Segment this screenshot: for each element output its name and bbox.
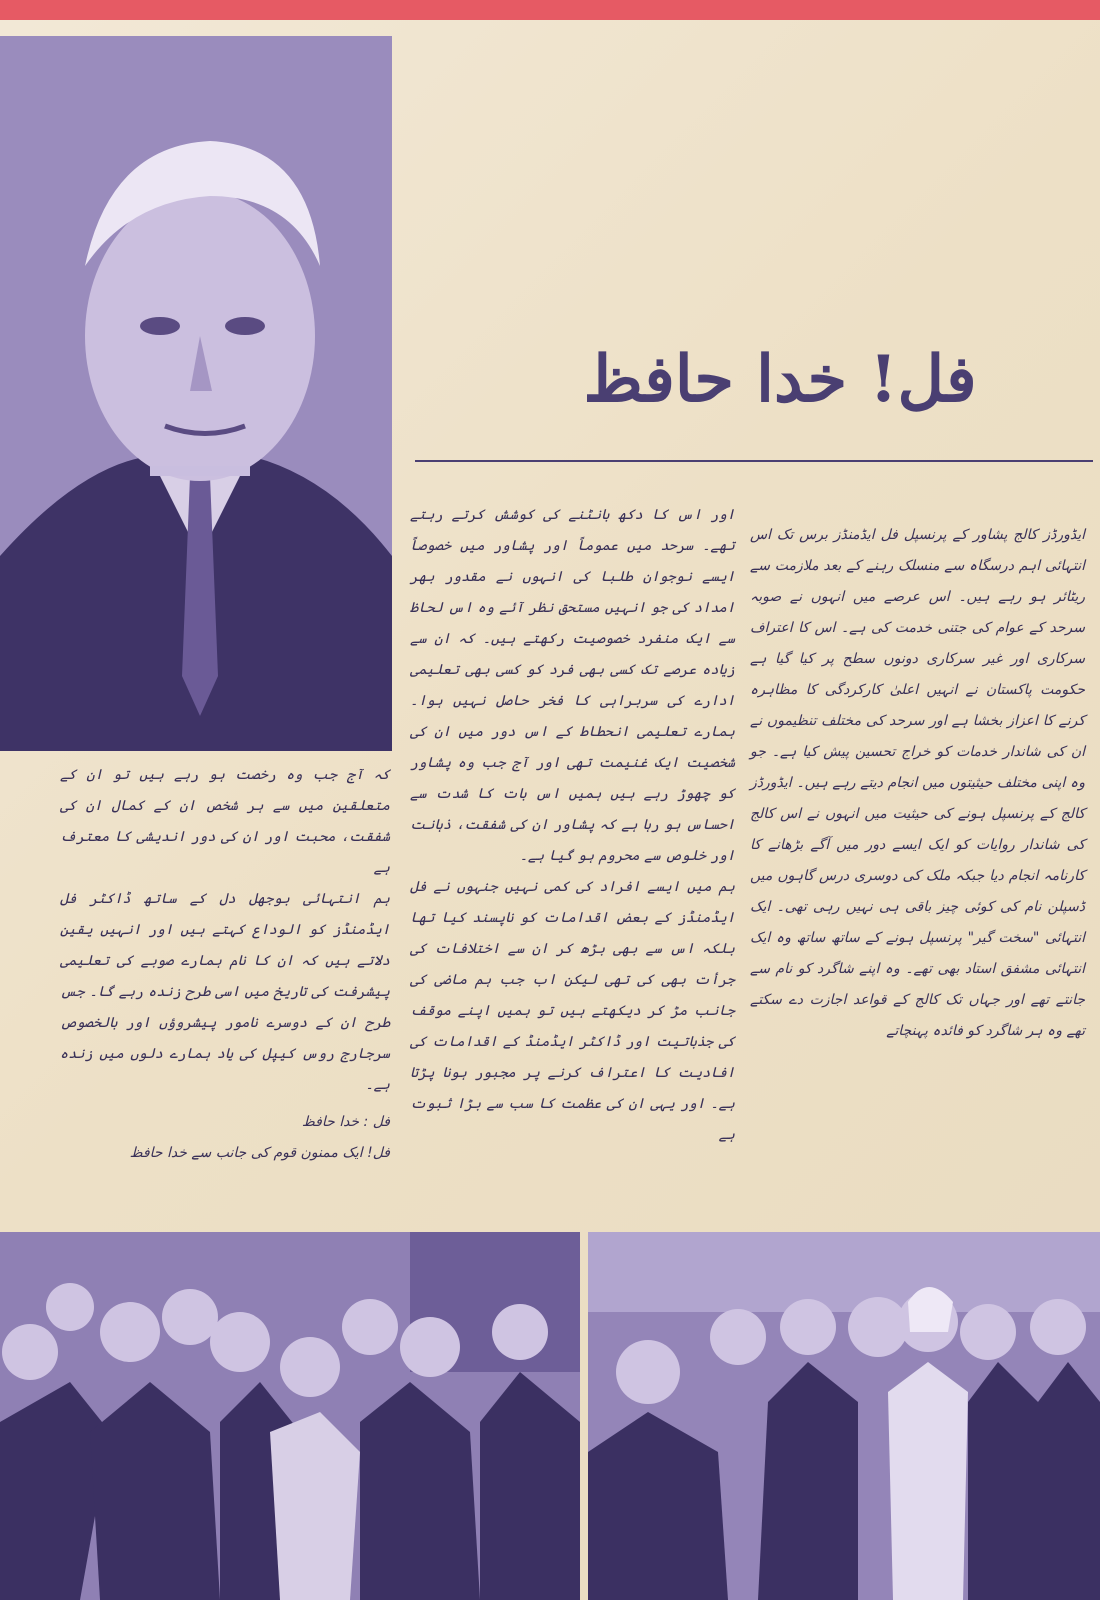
group-photo-right-illustration bbox=[588, 1232, 1100, 1600]
text-column-right bbox=[750, 520, 1085, 1215]
article-title: فل! خدا حافظ bbox=[583, 342, 977, 417]
group-photo-left bbox=[0, 1232, 580, 1600]
signoff-line-2: فل! ایک ممنون قوم کی جانب سے خدا حافظ bbox=[129, 1145, 390, 1161]
portrait-photo bbox=[0, 36, 392, 751]
paragraph: ہم میں ایسے افراد کی کمی نہیں جنہوں نے فل ایڈمنڈز کے بعض اقدامات کو ناپسند کیا تھا بلکہ اس سے بھی بڑھ کر ان سے اختلافات کی جرأت بھی کی تھی لیکن اب جب ہم ماضی کی جانب مڑ کر دیکھتے ہیں تو ہمیں اپنے موقف کی جذباتیت اور ڈاکٹر ایڈمنڈ کے اقدامات کی افادیت کا اعتراف کرنے پر مجبور ہونا پڑتا ہے۔ اور یہی ان کی عظمت کا سب سے بڑا ثبوت ہے bbox=[410, 879, 735, 1143]
paragraph: ہم انتہائی بوجھل دل کے ساتھ ڈاکٹر فل ایڈمنڈز کو الوداع کہتے ہیں اور انہیں یقین دلاتے ہیں کہ ان کا نام ہمارے صوبے کی تعلیمی پیشرفت کی تاریخ میں اسی طرح زندہ رہے گا۔ جس طرح ان کے دوسرے نامور پیشروؤں اور بالخصوص سرجارج روس کیپل کی یاد ہمارے دلوں میں زندہ ہے۔ bbox=[60, 891, 390, 1093]
group-photo-left-illustration bbox=[0, 1232, 580, 1600]
paragraph: اور اس کا دکھ بانٹنے کی کوشش کرتے رہتے تھے۔ سرحد میں عموماً اور پشاور میں خصوصاً ایسے نوجوان طلبا کی انہوں نے مقدور بھر امداد کی جو انہیں مستحق نظر آئے وہ اس لحاظ سے ایک منفرد خصوصیت رکھتے ہیں۔ کہ ان سے زیادہ عرصے تک کسی بھی فرد کو کسی بھی تعلیمی ادارے کی سربراہی کا فخر حاصل نہیں ہوا۔ ہمارے تعلیمی انحطاط کے اس دور میں ان کی شخصیت ایک غنیمت تھی اور آج جب وہ پشاور کو چھوڑ رہے ہیں ہمیں اس بات کا شدت سے احساس ہو رہا ہے کہ پشاور ان کی شفقت، ذہانت اور خلوص سے محروم ہو گیا ہے۔ bbox=[410, 507, 735, 864]
text-column-middle bbox=[410, 500, 735, 1210]
signoff-line-1: فل : خدا حافظ bbox=[301, 1114, 390, 1130]
text-column-left bbox=[60, 760, 390, 1210]
portrait-illustration bbox=[0, 36, 392, 751]
group-photo-right bbox=[588, 1232, 1100, 1600]
title-divider bbox=[415, 460, 1093, 462]
paragraph: کہ آج جب وہ رخصت ہو رہے ہیں تو ان کے متعلقین میں سے ہر شخص ان کے کمال ان کی شفقت، محبت اور ان کی دور اندیشی کا معترف ہے bbox=[60, 767, 390, 876]
top-color-band bbox=[0, 0, 1100, 20]
paragraph: ایڈورڈز کالج پشاور کے پرنسپل فل ایڈمنڈز برس تک اس انتہائی اہم درسگاہ سے منسلک رہنے کے بعد ملازمت سے ریٹائر ہو رہے ہیں۔ اس عرصے میں انہوں نے صوبہ سرحد کے عوام کی جتنی خدمت کی ہے۔ اس کا اعتراف سرکاری اور غیر سرکاری دونوں سطح پر کیا گیا ہے حکومت پاکستان نے انہیں اعلیٰ کارکردگی کا مظاہرہ کرنے کا اعزاز بخشا ہے اور سرحد کی مختلف تنظیموں نے ان کی شاندار خدمات کو خراج تحسین پیش کیا ہے۔ جو وہ اپنی مختلف حیثیتوں میں انجام دیتے رہے ہیں۔ ایڈورڈز کالج کے پرنسپل ہونے کی حیثیت میں انہوں نے اس کالج کی شاندار روایات کو ایک ایسے دور میں آگے بڑھانے کا کارنامہ انجام دیا جبکہ ملک کی دوسری درس گاہوں میں ڈسپلن نام کی کوئی چیز باقی ہی نہیں رہی تھی۔ ایک انتہائی "سخت گیر" پرنسپل ہونے کے ساتھ ساتھ وہ ایک انتہائی مشفق استاد بھی تھے۔ وہ اپنے شاگرد کو نام سے جانتے تھے اور جہاں تک کالج کے قواعد اجازت دے سکتے تھے وہ ہر شاگرد کو فائدہ پہنچاتے bbox=[750, 527, 1085, 1039]
